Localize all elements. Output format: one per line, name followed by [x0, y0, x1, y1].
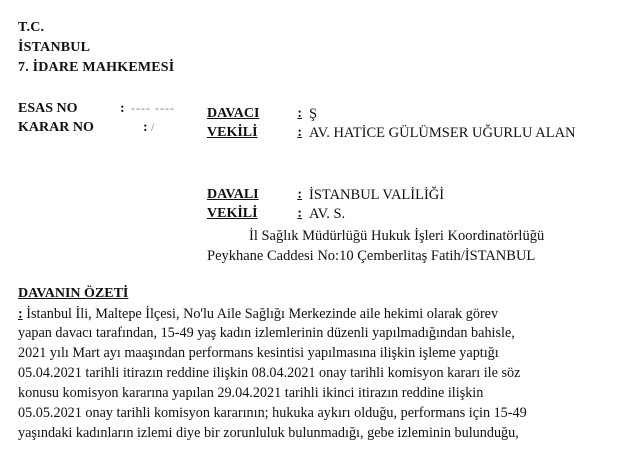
karar-no-colon: : [143, 120, 148, 135]
country-abbrev: T.C. [18, 20, 45, 35]
davali-colon: : [297, 187, 302, 202]
defendant-vekili-value: AV. S. [309, 206, 346, 222]
davaci-colon: : [297, 106, 302, 121]
city-name: İSTANBUL [18, 40, 91, 55]
summary-line: 2021 yılı Mart ayı maaşından performans kesintisi yapılmasına ilişkin işleme yaptığı [18, 345, 499, 361]
summary-colon: : [18, 306, 23, 322]
davali-value: İSTANBUL VALİLİĞİ [309, 187, 445, 203]
summary-line: yapan davacı tarafından, 15-49 yaş kadın izlemlerinin düzenli yapılmadığından bahisle, [18, 325, 515, 341]
defendant-address-line2: Peykhane Caddesi No:10 Çemberlitaş Fatih/İSTANBUL [207, 248, 536, 264]
davaci-label: DAVACI [207, 106, 260, 121]
esas-no-value: ‐‐‐‐ ‐‐‐‐ [131, 101, 175, 115]
summary-line: konusu komisyon kararına yapılan 29.04.2021 tarihli ikinci itirazın reddine ilişkin [18, 385, 484, 401]
defendant-vekili-colon: : [297, 206, 302, 221]
summary-line: : İstanbul İli, Maltepe İlçesi, No'lu Aile Sağlığı Merkezinde aile hekimi olarak görev [18, 306, 499, 322]
esas-no-colon: : [120, 101, 125, 116]
karar-no-value: / [151, 120, 155, 134]
summary-title: DAVANIN ÖZETİ [18, 286, 129, 301]
defendant-vekili-label: VEKİLİ [207, 206, 258, 221]
defendant-address-line1: İl Sağlık Müdürlüğü Hukuk İşleri Koordinatörlüğü [249, 228, 545, 244]
summary-line: 05.04.2021 tarihli itirazın reddine ilişkin 08.04.2021 onay tarihli komisyon kararı ile söz [18, 365, 521, 381]
summary-line: 05.05.2021 onay tarihli komisyon kararının; hukuka aykırı olduğu, performans için 15-49 [18, 405, 527, 421]
court-name: 7. İDARE MAHKEMESİ [18, 60, 175, 75]
summary-line: yaşındaki kadınların izlemi diye bir zorunluluk bulunmadığı, gebe izleminin bulunduğu, [18, 425, 519, 441]
esas-no-label: ESAS NO [18, 101, 78, 116]
davali-label: DAVALI [207, 187, 259, 202]
plaintiff-vekili-colon: : [297, 125, 302, 140]
plaintiff-vekili-value: AV. HATİCE GÜLÜMSER UĞURLU ALAN [309, 125, 576, 141]
plaintiff-vekili-label: VEKİLİ [207, 125, 258, 140]
davaci-value: Ş [309, 106, 318, 122]
karar-no-label: KARAR NO [18, 120, 94, 135]
